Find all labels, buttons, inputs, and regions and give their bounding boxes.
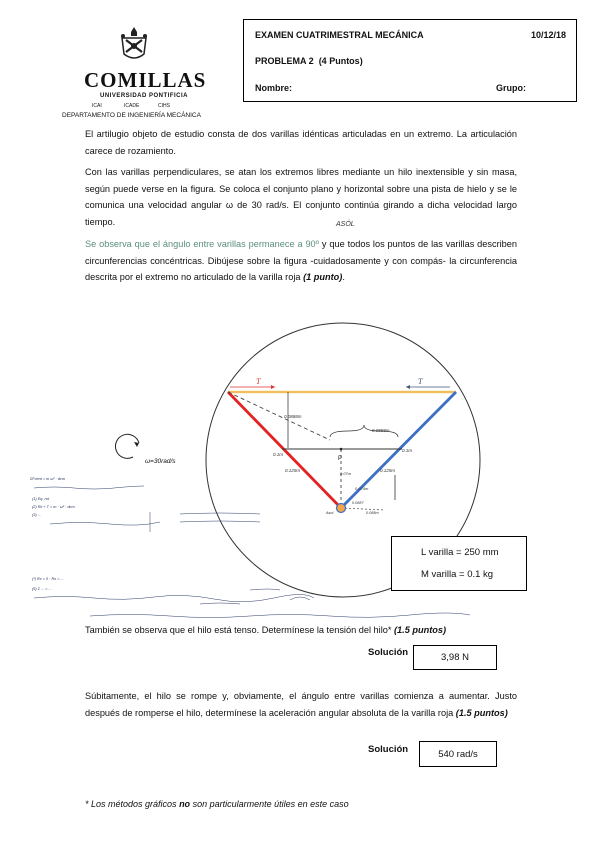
point-p-label: P <box>338 456 343 462</box>
problem-label: PROBLEMA 2 <box>255 56 314 66</box>
svg-text:0.07m: 0.07m <box>340 471 352 476</box>
svg-text:(3) ...: (3) ... <box>32 513 41 517</box>
logo-tags <box>92 103 182 110</box>
exam-header <box>243 19 577 102</box>
red-rod <box>228 392 341 508</box>
problem-number <box>255 56 363 66</box>
exam-date: 10/12/18 <box>530 30 566 40</box>
tension-label-right: T <box>418 377 423 386</box>
omega-annotation: ω=30rad/s <box>145 458 176 465</box>
question-3 <box>85 688 517 721</box>
svg-text:ΣFcent = m ω² · dcm: ΣFcent = m ω² · dcm <box>30 477 66 481</box>
exam-title: EXAMEN CUATRIMESTRAL MECÁNICA <box>255 30 424 40</box>
footnote-emphasis: no <box>179 799 191 809</box>
svg-text:Asol: Asol <box>326 511 334 515</box>
logo-tag: CIHS <box>158 103 170 109</box>
handwritten-notes <box>30 477 75 591</box>
logo-tag: ICADE <box>124 103 140 109</box>
rod-properties-box <box>391 536 527 591</box>
svg-text:0.125m: 0.125m <box>380 468 396 473</box>
highlighted-phrase: Se observa que el ángulo entre varillas permanece a 90º <box>85 239 320 249</box>
logo-department: DEPARTAMENTO DE INGENIERÍA MECÁNICA <box>62 112 201 119</box>
crest-icon <box>114 24 154 64</box>
svg-text:0.1m: 0.1m <box>402 448 413 453</box>
points-1: (1 punto) <box>303 272 343 282</box>
svg-text:(2) Rx + T = m · ω² · dcm: (2) Rx + T = m · ω² · dcm <box>32 505 75 509</box>
solution-label-2: Solución <box>368 744 409 755</box>
statement-paragraph-3 <box>85 236 517 286</box>
svg-text:(*) Rx = 0 · Rx = ...: (*) Rx = 0 · Rx = ... <box>32 577 64 581</box>
logo-university: UNIVERSIDAD PONTIFICIA <box>100 93 189 99</box>
statement-paragraph-1: El artilugio objeto de estudio consta de dos varillas idénticas articuladas en un extremo. La articulación carece de rozamiento. <box>85 129 517 156</box>
question-2-text: También se observa que el hilo está tenso. Determínese la tensión del hilo* <box>85 625 394 635</box>
question-3-text: Súbitamente, el hilo se rompe y, obviamente, el ángulo entre varillas comienza a aumentar. Justo después de romperse el hilo, determínese la aceleración angular absoluta de la varilla roja <box>85 691 517 718</box>
hinge-point <box>337 504 346 513</box>
svg-text:0.0888m: 0.0888m <box>372 428 390 433</box>
footnote-text-end: son particularmente útiles en este caso <box>190 799 349 809</box>
handwritten-asol: ASÓL <box>336 221 355 228</box>
svg-text:0.074m: 0.074m <box>355 486 369 491</box>
name-label: Nombre: <box>255 83 293 93</box>
svg-text:0.0887: 0.0887 <box>352 501 364 505</box>
statement-paragraph-2: Con las varillas perpendiculares, se atan los extremos libres mediante un hilo inextensible y sin masa, según puede verse en la figura. Se coloca el conjunto plano y horizontal sobre una pista de hielo y se le comunica una velocidad angular ω de 30 rad/s. El conjunto continúa girando a dicha velocidad largo tiempo. <box>85 167 517 227</box>
points-3: (1.5 puntos) <box>455 707 508 718</box>
group-label: Grupo: <box>496 83 526 93</box>
footnote-text: * Los métodos gráficos <box>85 799 180 809</box>
question-2 <box>85 622 525 639</box>
problem-points: (4 Puntos) <box>318 56 363 66</box>
svg-text:(5) Σ ... = ...: (5) Σ ... = ... <box>32 587 52 591</box>
solution-label-1: Solución <box>368 647 409 658</box>
statement-end: . <box>342 272 345 282</box>
svg-text:0.1m: 0.1m <box>273 452 284 457</box>
logo-tag: ICAI <box>92 103 102 109</box>
logo-name: COMILLAS <box>84 68 207 92</box>
tension-label-left: T <box>256 377 261 386</box>
svg-text:(1) Eq. rot: (1) Eq. rot <box>32 497 49 501</box>
svg-text:0.125m: 0.125m <box>285 468 301 473</box>
footnote <box>85 799 349 809</box>
rod-length: L varilla = 250 mm <box>421 547 499 558</box>
points-2: (1.5 puntos) <box>393 625 447 635</box>
svg-text:0.088m: 0.088m <box>366 511 379 515</box>
svg-text:0.0888m: 0.0888m <box>284 414 302 419</box>
rotation-arrow-icon <box>115 434 139 458</box>
rod-mass: M varilla = 0.1 kg <box>421 569 494 580</box>
statement-text: y que todos los puntos de las varillas describen circunferencias concéntricas. Dibújese sobre la figura -cuidadosamente y con compás- la circunferencia descrita por el extremo no articulado de la varilla roja <box>85 239 517 282</box>
solution-box-angular-acceleration: 540 rad/s <box>419 741 497 767</box>
solution-box-tension: 3,98 N <box>413 645 497 670</box>
